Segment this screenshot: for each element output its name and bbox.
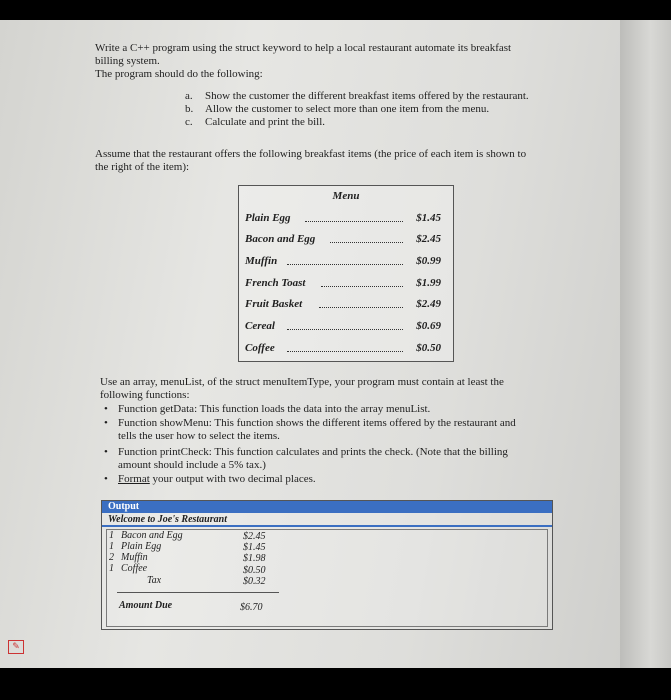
task-item: c. Calculate and print the bill. — [185, 116, 326, 128]
leader-dots — [287, 264, 403, 265]
menu-item-price: $2.45 — [416, 233, 441, 245]
output-qty: 1 — [109, 530, 114, 541]
menu-item-price: $2.49 — [416, 298, 441, 310]
menu-item-price: $0.50 — [416, 342, 441, 354]
bullet-icon: • — [104, 473, 108, 485]
assume-paragraph — [95, 148, 595, 174]
feedback-icon[interactable]: ✎ — [8, 640, 24, 654]
output-item: Plain Egg — [121, 541, 162, 552]
output-amount: $0.50 — [243, 565, 266, 576]
array-paragraph — [100, 376, 570, 402]
output-due-label: Amount Due — [119, 600, 173, 611]
output-qty: 2 — [109, 552, 114, 563]
output-tax-amount: $0.32 — [243, 576, 266, 587]
leader-dots — [319, 307, 403, 308]
output-body — [106, 529, 548, 627]
function-item: • Function showMenu: This function shows the different items offered by the restaurant and tells the user how to select the items. — [104, 417, 516, 442]
task-item: a. Show the customer the different breakfast items offered by the restaurant. — [185, 90, 529, 102]
menu-item-price: $0.69 — [416, 320, 441, 332]
leader-dots — [305, 221, 403, 222]
menu-row — [245, 233, 441, 246]
leader-dots — [287, 351, 403, 352]
output-qty: 1 — [109, 563, 114, 574]
menu-row — [245, 298, 441, 311]
menu-row — [245, 212, 441, 225]
output-separator — [117, 592, 279, 593]
output-due-amount: $6.70 — [240, 602, 263, 613]
intro-line: billing system. — [95, 55, 160, 67]
output-header: Output — [102, 501, 552, 513]
assume-line: Assume that the restaurant offers the following breakfast items (the price of each item is shown to — [95, 148, 527, 160]
menu-row — [245, 342, 441, 355]
function-item: • Function printCheck: This function calculates and prints the check. (Note that the billing amount should include a 5% tax.) — [104, 446, 508, 471]
menu-item-name: Fruit Basket — [245, 298, 303, 310]
function-item: • Format your output with two decimal places. — [104, 473, 316, 485]
assume-line: the right of the item): — [95, 161, 190, 173]
intro-line: Write a C++ program using the struct keyword to help a local restaurant automate its breakfast — [95, 42, 512, 54]
bullet-icon: • — [104, 446, 108, 458]
menu-table — [238, 185, 454, 362]
bullet-icon: • — [104, 417, 108, 429]
output-qty: 1 — [109, 541, 114, 552]
menu-title: Menu — [332, 190, 360, 202]
leader-dots — [330, 242, 403, 243]
menu-item-name: Coffee — [245, 342, 275, 354]
function-list — [104, 403, 578, 487]
menu-item-price: $1.45 — [416, 212, 441, 224]
task-list — [185, 90, 605, 129]
intro-paragraph — [95, 42, 595, 81]
intro-line: The program should do the following: — [95, 68, 263, 80]
page-edge — [620, 20, 671, 668]
output-tax-label: Tax — [147, 575, 162, 586]
output-amount: $1.98 — [243, 553, 266, 564]
menu-item-name: Plain Egg — [245, 212, 291, 224]
output-amount: $2.45 — [243, 531, 266, 542]
menu-row — [245, 277, 441, 290]
task-item: b. Allow the customer to select more than one item from the menu. — [185, 103, 490, 115]
menu-item-name: Cereal — [245, 320, 275, 332]
menu-item-name: Bacon and Egg — [245, 233, 316, 245]
output-welcome: Welcome to Joe's Restaurant — [102, 513, 552, 527]
menu-row — [245, 320, 441, 333]
leader-dots — [321, 286, 403, 287]
output-item: Bacon and Egg — [121, 530, 183, 541]
leader-dots — [287, 329, 403, 330]
array-line: following functions: — [100, 389, 190, 401]
output-amount: $1.45 — [243, 542, 266, 553]
output-item: Coffee — [121, 563, 148, 574]
function-item: • Function getData: This function loads the data into the array menuList. — [104, 403, 431, 415]
bullet-icon: • — [104, 403, 108, 415]
output-item: Muffin — [121, 552, 148, 563]
menu-row — [245, 255, 441, 268]
menu-item-name: French Toast — [245, 277, 306, 289]
menu-item-name: Muffin — [245, 255, 278, 267]
menu-item-price: $0.99 — [416, 255, 441, 267]
array-line: Use an array, menuList, of the struct menuItemType, your program must contain at least the — [100, 376, 504, 388]
sample-output-box — [101, 500, 553, 630]
menu-item-price: $1.99 — [416, 277, 441, 289]
